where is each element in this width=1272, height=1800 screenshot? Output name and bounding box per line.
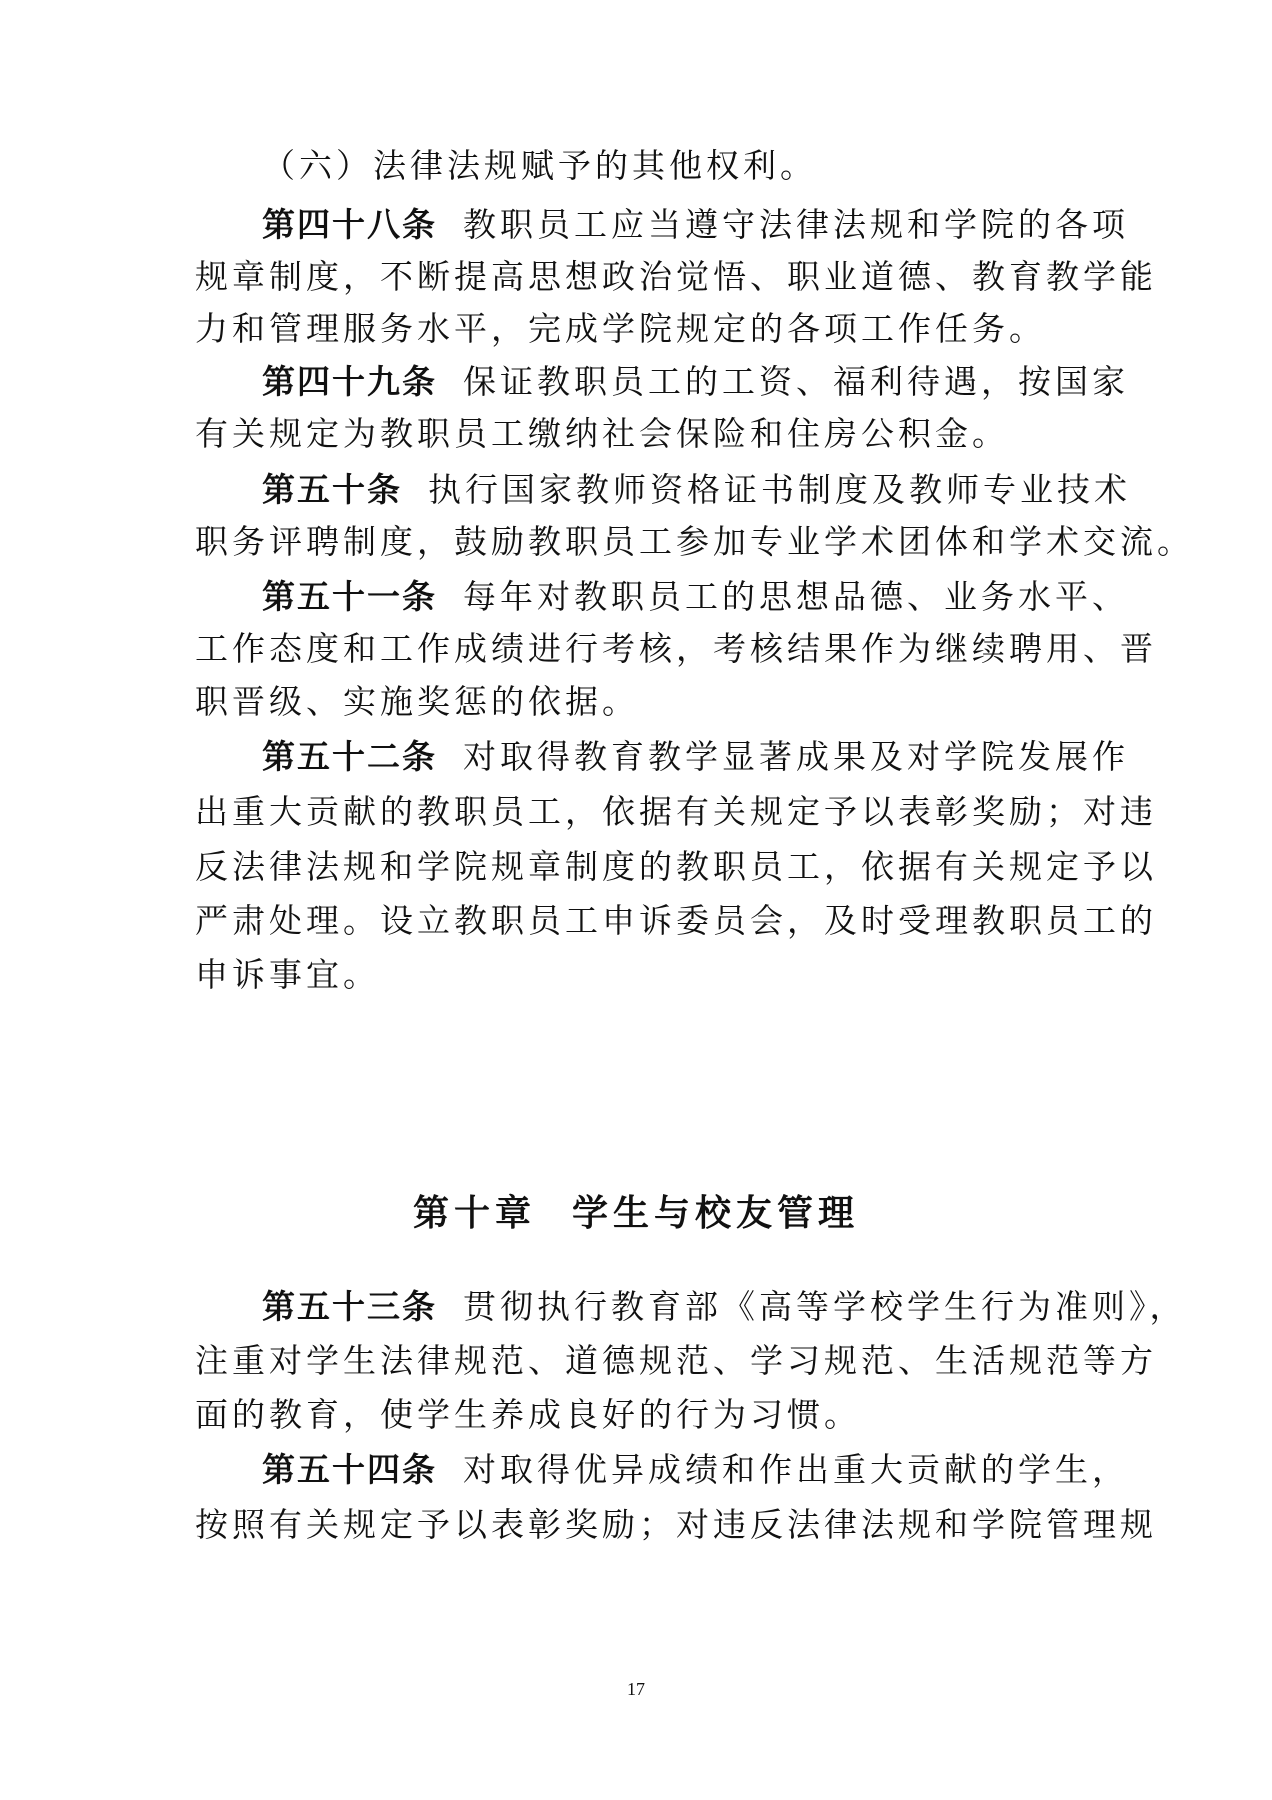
article-51-line xyxy=(262,577,1162,617)
paragraph-line xyxy=(195,901,1157,941)
paragraph-line xyxy=(195,1505,1157,1545)
line-text: 按照有关规定予以表彰奖励；对违反法律法规和学院管理规 xyxy=(195,1505,1157,1544)
line-text: 注重对学生法律规范、道德规范、学习规范、生活规范等方 xyxy=(195,1341,1157,1380)
article-49-line xyxy=(262,362,1162,402)
paragraph-line xyxy=(195,682,1095,722)
article-52-line xyxy=(262,737,1162,777)
line-text: 反法律法规和学院规章制度的教职员工，依据有关规定予以 xyxy=(195,847,1157,886)
line-text: 职晋级、实施奖惩的依据。 xyxy=(195,682,639,721)
article-label: 第四十八条 xyxy=(262,205,437,244)
line-text: 面的教育，使学生养成良好的行为习惯。 xyxy=(195,1395,861,1434)
article-48-line xyxy=(262,205,1162,245)
article-label: 第五十条 xyxy=(262,470,402,509)
paragraph-line xyxy=(195,792,1157,832)
article-54-line xyxy=(262,1450,1162,1490)
paragraph-line xyxy=(195,629,1157,669)
article-label: 第五十三条 xyxy=(262,1287,437,1326)
line-text: 教职员工应当遵守法律法规和学院的各项 xyxy=(463,205,1129,244)
paragraph-line xyxy=(195,257,1157,297)
line-text: 严肃处理。设立教职员工申诉委员会，及时受理教职员工的 xyxy=(195,901,1157,940)
paragraph-line xyxy=(195,309,1095,349)
paragraph-line xyxy=(195,1341,1157,1381)
paragraph-line xyxy=(195,847,1157,887)
line-text: 保证教职员工的工资、福利待遇，按国家 xyxy=(463,362,1129,401)
line-text: （六）法律法规赋予的其他权利。 xyxy=(262,146,817,185)
paragraph-line xyxy=(262,146,1162,186)
line-text: 工作态度和工作成绩进行考核，考核结果作为继续聘用、晋 xyxy=(195,629,1157,668)
line-text: 每年对教职员工的思想品德、业务水平、 xyxy=(463,577,1129,616)
article-label: 第四十九条 xyxy=(262,362,437,401)
line-text: 贯彻执行教育部《高等学校学生行为准则》， xyxy=(463,1287,1187,1326)
line-text: 对取得教育教学显著成果及对学院发展作 xyxy=(463,737,1129,776)
line-text: 对取得优异成绩和作出重大贡献的学生， xyxy=(463,1450,1129,1489)
line-text: 规章制度，不断提高思想政治觉悟、职业道德、教育教学能 xyxy=(195,257,1157,296)
article-label: 第五十一条 xyxy=(262,577,437,616)
paragraph-line xyxy=(195,414,1095,454)
paragraph-line xyxy=(195,1395,1095,1435)
chapter-number: 第十章 xyxy=(412,1193,536,1234)
chapter-heading xyxy=(0,1192,1272,1236)
line-text: 有关规定为教职员工缴纳社会保险和住房公积金。 xyxy=(195,414,1009,453)
paragraph-line xyxy=(195,522,1194,562)
line-text: 职务评聘制度，鼓励教职员工参加专业学术团体和学术交流。 xyxy=(195,522,1194,561)
line-text: 力和管理服务水平，完成学院规定的各项工作任务。 xyxy=(195,309,1046,348)
paragraph-line xyxy=(195,955,1095,995)
line-text: 出重大贡献的教职员工，依据有关规定予以表彰奖励；对违 xyxy=(195,792,1157,831)
article-label: 第五十二条 xyxy=(262,737,437,776)
article-53-line xyxy=(262,1287,1187,1327)
article-label: 第五十四条 xyxy=(262,1450,437,1489)
line-text: 申诉事宜。 xyxy=(195,955,380,994)
line-text: 执行国家教师资格证书制度及教师专业技术 xyxy=(428,470,1131,509)
page-number: 17 xyxy=(627,1679,645,1699)
article-50-line xyxy=(262,470,1162,510)
chapter-title: 学生与校友管理 xyxy=(572,1193,860,1234)
